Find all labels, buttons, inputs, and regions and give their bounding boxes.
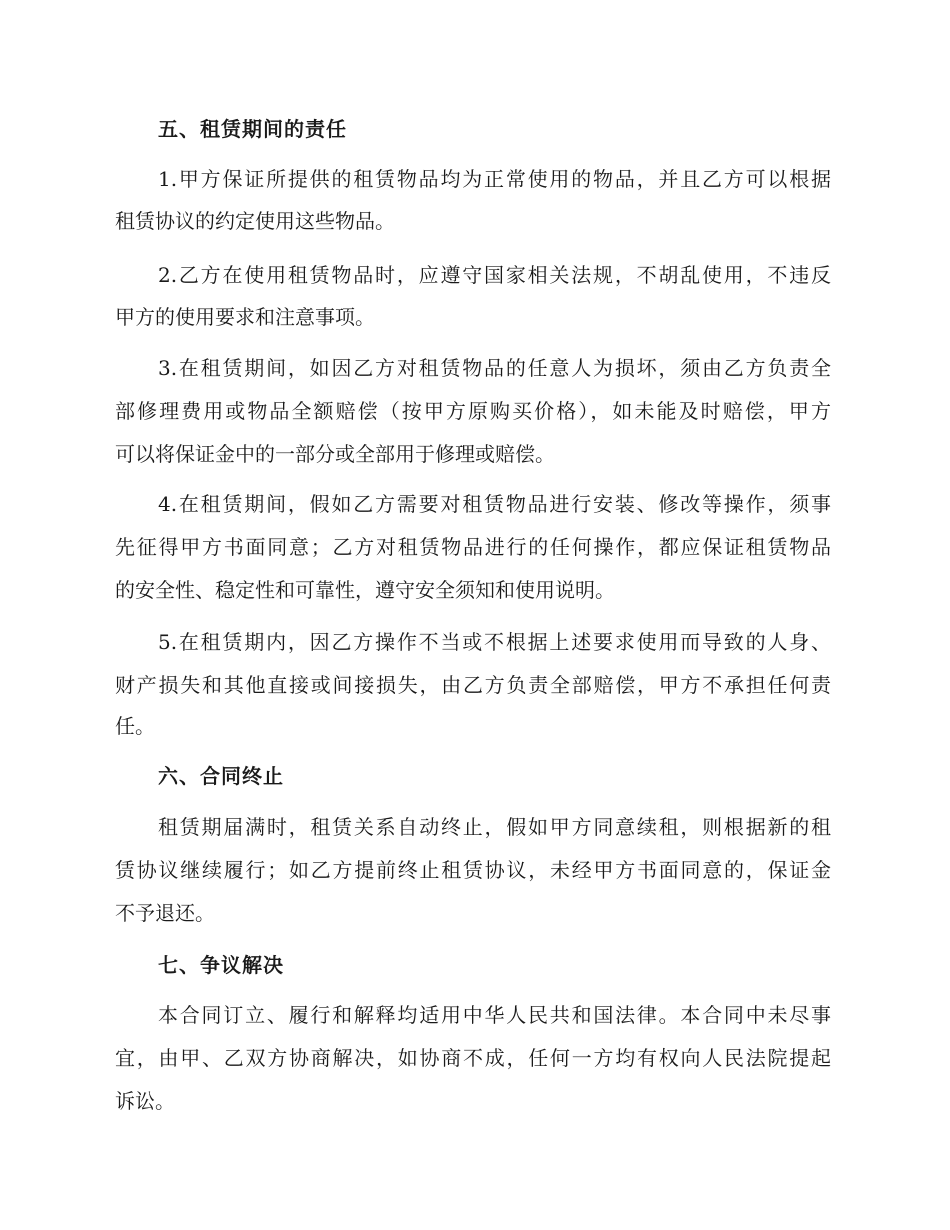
- paragraph-line: 可以将保证金中的一部分或全部用于修理或赔偿。: [115, 442, 555, 466]
- paragraph-line: 本合同订立、履行和解释均适用中华人民共和国法律。本合同中未尽事: [158, 1003, 831, 1027]
- paragraph-line: 任。: [115, 714, 155, 738]
- section-heading-6: 六、合同终止: [158, 764, 284, 788]
- paragraph-line: 的安全性、稳定性和可靠性，遵守安全须知和使用说明。: [115, 578, 615, 602]
- paragraph-line: 5.在租赁期内，因乙方操作不当或不根据上述要求使用而导致的人身、: [158, 630, 831, 654]
- paragraph-line: 诉讼。: [115, 1089, 175, 1113]
- section-heading-7: 七、争议解决: [158, 953, 284, 977]
- paragraph-line: 租赁期届满时，租赁关系自动终止，假如甲方同意续租，则根据新的租: [158, 815, 831, 839]
- paragraph-line: 3.在租赁期间，如因乙方对租赁物品的任意人为损坏，须由乙方负责全: [158, 356, 831, 380]
- section-heading-5: 五、租赁期间的责任: [158, 117, 347, 141]
- paragraph-line: 1.甲方保证所提供的租赁物品均为正常使用的物品，并且乙方可以根据: [158, 167, 831, 191]
- paragraph-line: 先征得甲方书面同意；乙方对租赁物品进行的任何操作，都应保证租赁物品: [115, 535, 831, 559]
- paragraph-line: 部修理费用或物品全额赔偿（按甲方原购买价格），如未能及时赔偿，甲方: [115, 399, 831, 423]
- paragraph-line: 甲方的使用要求和注意事项。: [115, 305, 375, 329]
- paragraph-line: 财产损失和其他直接或间接损失，由乙方负责全部赔偿，甲方不承担任何责: [115, 673, 831, 697]
- paragraph-line: 4.在租赁期间，假如乙方需要对租赁物品进行安装、修改等操作，须事: [158, 492, 831, 516]
- paragraph-line: 赁协议继续履行；如乙方提前终止租赁协议，未经甲方书面同意的，保证金: [115, 858, 831, 882]
- paragraph-line: 2.乙方在使用租赁物品时，应遵守国家相关法规，不胡乱使用，不违反: [158, 263, 831, 287]
- paragraph-line: 租赁协议的约定使用这些物品。: [115, 209, 395, 233]
- paragraph-line: 宜，由甲、乙双方协商解决，如协商不成，任何一方均有权向人民法院提起: [115, 1046, 831, 1070]
- paragraph-line: 不予退还。: [115, 901, 215, 925]
